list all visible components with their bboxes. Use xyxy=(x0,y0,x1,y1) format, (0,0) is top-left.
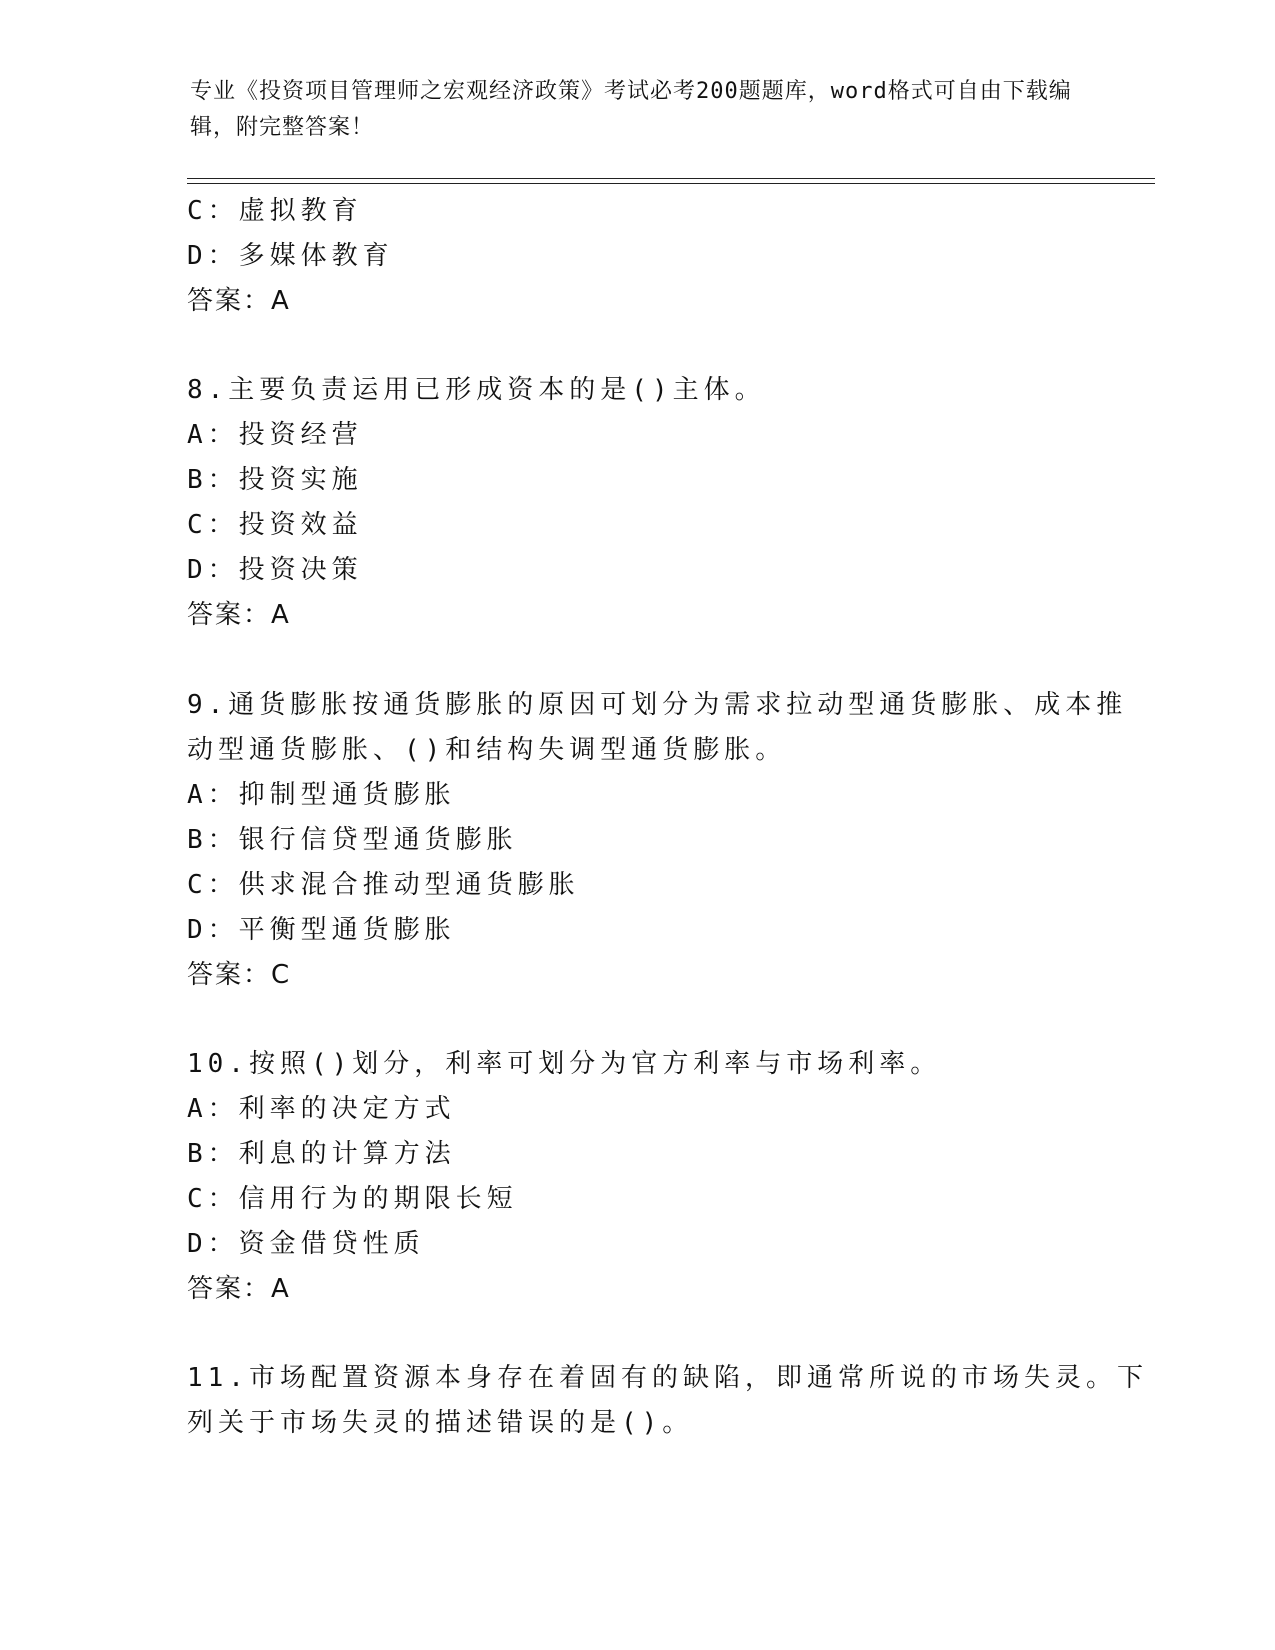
question-10-option-a: A：利率的决定方式 xyxy=(187,1094,456,1124)
header-divider-bottom xyxy=(187,183,1155,184)
answer-line: 答案：A xyxy=(187,286,291,316)
question-10-option-c: C：信用行为的期限长短 xyxy=(187,1184,518,1214)
question-9-answer: 答案：C xyxy=(187,960,292,990)
question-8-stem: 8.主要负责运用已形成资本的是()主体。 xyxy=(187,375,766,405)
question-8-option-b: B：投资实施 xyxy=(187,465,363,495)
question-11-stem-line-2: 列关于市场失灵的描述错误的是()。 xyxy=(187,1408,694,1438)
question-8-option-a: A：投资经营 xyxy=(187,420,363,450)
question-10-option-b: B：利息的计算方法 xyxy=(187,1139,456,1169)
question-10-option-d: D：资金借贷性质 xyxy=(187,1229,425,1259)
question-9-option-b: B：银行信贷型通货膨胀 xyxy=(187,825,518,855)
document-header-title: 专业《投资项目管理师之宏观经济政策》考试必考200题题库，word格式可自由下载编辑，附完整答案！ xyxy=(190,79,1072,140)
header-divider-top xyxy=(187,178,1155,179)
question-10-answer: 答案：A xyxy=(187,1274,291,1304)
question-9-option-d: D：平衡型通货膨胀 xyxy=(187,915,456,945)
option-c: C：虚拟教育 xyxy=(187,196,363,226)
question-9-option-a: A：抑制型通货膨胀 xyxy=(187,780,456,810)
question-8-option-c: C：投资效益 xyxy=(187,510,363,540)
question-11-stem-line-1: 11.市场配置资源本身存在着固有的缺陷，即通常所说的市场失灵。下 xyxy=(187,1363,1148,1393)
question-9-stem-line-1: 9.通货膨胀按通货膨胀的原因可划分为需求拉动型通货膨胀、成本推 xyxy=(187,690,1128,720)
question-10-stem: 10.按照()划分，利率可划分为官方利率与市场利率。 xyxy=(187,1049,942,1079)
option-d: D：多媒体教育 xyxy=(187,241,394,271)
question-9-stem-line-2: 动型通货膨胀、()和结构失调型通货膨胀。 xyxy=(187,735,787,765)
question-8-option-d: D：投资决策 xyxy=(187,555,363,585)
question-8-answer: 答案：A xyxy=(187,600,291,630)
question-9-option-c: C：供求混合推动型通货膨胀 xyxy=(187,870,580,900)
